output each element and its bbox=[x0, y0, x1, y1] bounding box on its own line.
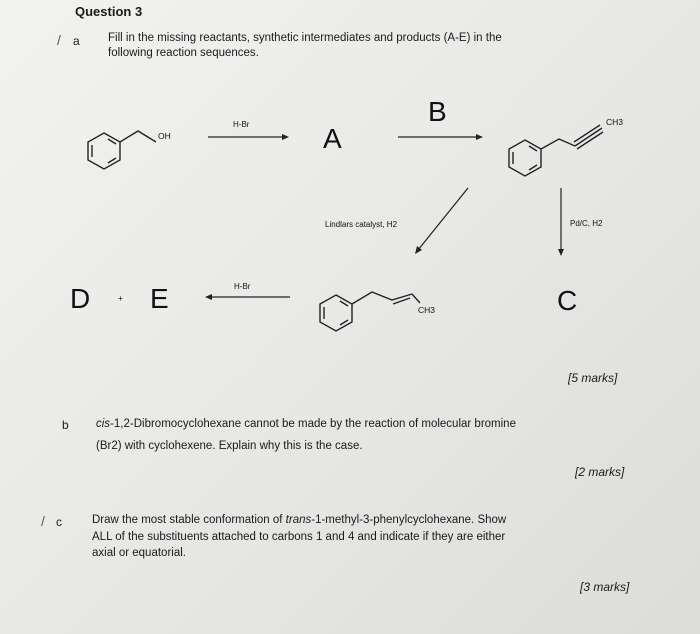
part-c-text-line1-a: Draw the most stable conformation of bbox=[92, 514, 286, 526]
part-c-text-line1-b: -1-methyl-3-phenylcyclohexane. Show bbox=[311, 514, 507, 526]
handwritten-tick-mark: / bbox=[57, 32, 61, 48]
benzene-ring-top-left bbox=[88, 133, 120, 169]
part-b-label: b bbox=[62, 418, 69, 432]
part-b-text-line1-rest: -1,2-Dibromocyclohexane cannot be made by the reaction of molecular bromine bbox=[110, 418, 516, 430]
part-a-marks: [5 marks] bbox=[568, 371, 618, 385]
benzene-ring-bottom bbox=[320, 295, 352, 331]
part-c-marks: [3 marks] bbox=[580, 580, 630, 594]
arrow-lindlar bbox=[418, 188, 468, 250]
ch3-top-label: CH3 bbox=[606, 117, 624, 127]
reagent-hbr-1: H-Br bbox=[233, 120, 250, 129]
benzene-ring-top-right bbox=[509, 140, 541, 176]
part-b-text-line2: (Br2) with cyclohexene. Explain why this is the case. bbox=[96, 440, 363, 452]
alcohol-chain bbox=[120, 131, 156, 142]
reagent-lindlar: Lindlars catalyst, H2 bbox=[325, 220, 398, 229]
oh-label: OH bbox=[158, 131, 171, 141]
cis-prefix: cis bbox=[96, 418, 111, 430]
letter-b: B bbox=[428, 96, 447, 127]
alkene-chain bbox=[352, 292, 412, 304]
part-a-text-line2: following reaction sequences. bbox=[108, 47, 259, 59]
part-c-text-line2: ALL of the substituents attached to carbons 1 and 4 and indicate if they are either bbox=[92, 531, 506, 543]
part-a-label: a bbox=[73, 34, 80, 48]
trans-prefix: trans bbox=[285, 514, 312, 526]
part-b-text-line1 bbox=[96, 416, 516, 433]
letter-e: E bbox=[150, 283, 169, 314]
handwritten-tick-mark-c: / bbox=[41, 513, 45, 529]
part-c-text-line1 bbox=[92, 512, 506, 529]
part-c-label: c bbox=[56, 515, 62, 529]
question-title: Question 3 bbox=[75, 4, 143, 19]
letter-d: D bbox=[70, 283, 91, 314]
ch3-bottom-label: CH3 bbox=[418, 305, 436, 315]
letter-c: C bbox=[557, 285, 578, 316]
reagent-pdc: Pd/C, H2 bbox=[570, 219, 603, 228]
part-b-marks: [2 marks] bbox=[575, 465, 625, 479]
part-a-text-line1: Fill in the missing reactants, synthetic intermediates and products (A-E) in the bbox=[108, 32, 502, 44]
letter-a: A bbox=[323, 123, 342, 154]
part-c-text-line3: axial or equatorial. bbox=[92, 547, 186, 559]
reagent-hbr-2: H-Br bbox=[234, 282, 251, 291]
alkyne-chain bbox=[541, 139, 575, 149]
plus-sign: + bbox=[118, 293, 123, 303]
